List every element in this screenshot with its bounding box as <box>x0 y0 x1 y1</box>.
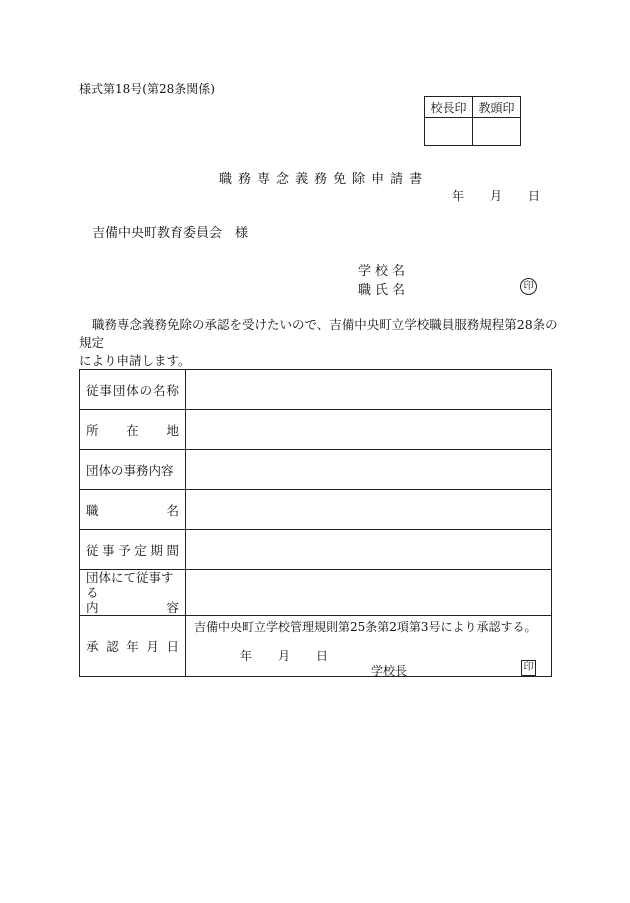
field-position[interactable] <box>186 490 552 530</box>
label-location <box>80 410 186 450</box>
label-char: 事 <box>99 382 112 398</box>
label-char: 団 <box>112 382 126 398</box>
spaced-char: 義 <box>295 172 309 187</box>
spaced-char: 学 <box>358 264 372 279</box>
label-char: 日 <box>166 639 179 654</box>
approval-text: 吉備中央町立学校管理規則第25条第2項第3号により承認する。 <box>194 620 537 634</box>
row-work-content <box>80 570 552 616</box>
spaced-char: 務 <box>238 172 252 187</box>
label-char: 事 <box>102 542 115 558</box>
spaced-char: 務 <box>314 172 328 187</box>
label-char: 間 <box>166 542 179 558</box>
spaced-char: 氏 <box>375 283 389 298</box>
label-position-text <box>86 501 179 519</box>
field-location[interactable] <box>186 410 552 450</box>
spaced-char: 念 <box>276 172 290 187</box>
statement-line2: により申請します。 <box>79 353 191 368</box>
row-period <box>80 530 552 570</box>
label-work-content-line2 <box>86 600 179 615</box>
school-name-label <box>358 260 405 279</box>
label-char: 名 <box>153 382 166 398</box>
row-approval <box>80 616 552 677</box>
label-approval-date-text <box>86 637 179 655</box>
principal-label: 学校長 <box>371 664 408 678</box>
seal-box <box>424 96 521 146</box>
addressee: 吉備中央町教育委員会 様 <box>92 226 249 241</box>
label-approval-date <box>80 616 186 677</box>
label-org-business-text: 団体の事務内容 <box>86 462 174 478</box>
label-char: の <box>139 382 153 398</box>
spaced-char: 職 <box>219 172 233 187</box>
spaced-char: 書 <box>409 172 423 187</box>
label-char: 名 <box>166 502 179 518</box>
principal-seal-space <box>425 118 473 146</box>
day-label: 日 <box>528 189 541 203</box>
label-work-content <box>80 570 186 616</box>
label-org-business <box>80 450 186 490</box>
principal-seal-header: 校長印 <box>425 97 473 118</box>
spaced-char: 免 <box>333 172 347 187</box>
label-char: 従 <box>86 542 99 558</box>
application-table <box>79 369 552 677</box>
label-period-text <box>86 541 179 559</box>
spaced-char: 申 <box>371 172 385 187</box>
spaced-char: 専 <box>257 172 271 187</box>
label-char: 体 <box>126 382 139 398</box>
label-char: 職 <box>86 502 99 518</box>
applicant-name-label <box>358 279 405 298</box>
approval-year-label: 年 <box>240 649 253 663</box>
spaced-char: 校 <box>375 264 389 279</box>
approval-day-label: 日 <box>316 649 329 663</box>
label-org-name <box>80 370 186 410</box>
label-work-content-line1: 団体にて従事する <box>86 570 174 600</box>
year-label: 年 <box>452 189 465 203</box>
field-org-business[interactable] <box>186 450 552 490</box>
row-org-business <box>80 450 552 490</box>
label-char: 認 <box>106 639 119 654</box>
document-title <box>219 168 422 187</box>
form-number: 様式第18号(第28条関係) <box>79 82 215 96</box>
field-approval <box>186 616 552 677</box>
statement-line1: 職務専念義務免除の承認を受けたいので、吉備中央町立学校職員服務規程第28条の規定 <box>79 317 558 350</box>
vice-principal-seal-header: 教頭印 <box>473 97 521 118</box>
label-char: 地 <box>166 422 179 438</box>
label-char: 承 <box>86 639 99 654</box>
label-char: 従 <box>86 382 99 398</box>
label-period <box>80 530 186 570</box>
field-org-name[interactable] <box>186 370 552 410</box>
spaced-char: 名 <box>392 264 406 279</box>
vice-principal-seal-space <box>473 118 521 146</box>
approval-date <box>240 647 328 664</box>
application-date <box>452 187 540 204</box>
label-org-name-text <box>86 381 179 399</box>
spaced-char: 職 <box>358 283 372 298</box>
row-location <box>80 410 552 450</box>
label-char: 内 <box>86 600 99 615</box>
label-char: 在 <box>126 422 139 438</box>
applicant-seal-mark: 印 <box>520 278 537 295</box>
label-char: 所 <box>86 422 99 438</box>
field-work-content[interactable] <box>186 570 552 616</box>
spaced-char: 除 <box>352 172 366 187</box>
row-position <box>80 490 552 530</box>
month-label: 月 <box>490 189 503 203</box>
request-statement <box>79 316 559 370</box>
field-period[interactable] <box>186 530 552 570</box>
principal-seal-mark: 印 <box>521 660 536 676</box>
row-org-name <box>80 370 552 410</box>
label-position <box>80 490 186 530</box>
label-location-text <box>86 421 179 439</box>
spaced-char: 名 <box>392 283 406 298</box>
label-char: 称 <box>166 382 179 398</box>
label-char: 期 <box>150 542 163 558</box>
spaced-char: 請 <box>390 172 404 187</box>
label-char: 予 <box>118 542 131 558</box>
label-char: 容 <box>166 600 179 615</box>
approval-month-label: 月 <box>278 649 291 663</box>
label-char: 月 <box>146 639 159 654</box>
label-char: 年 <box>126 639 139 654</box>
label-char: 定 <box>134 542 147 558</box>
